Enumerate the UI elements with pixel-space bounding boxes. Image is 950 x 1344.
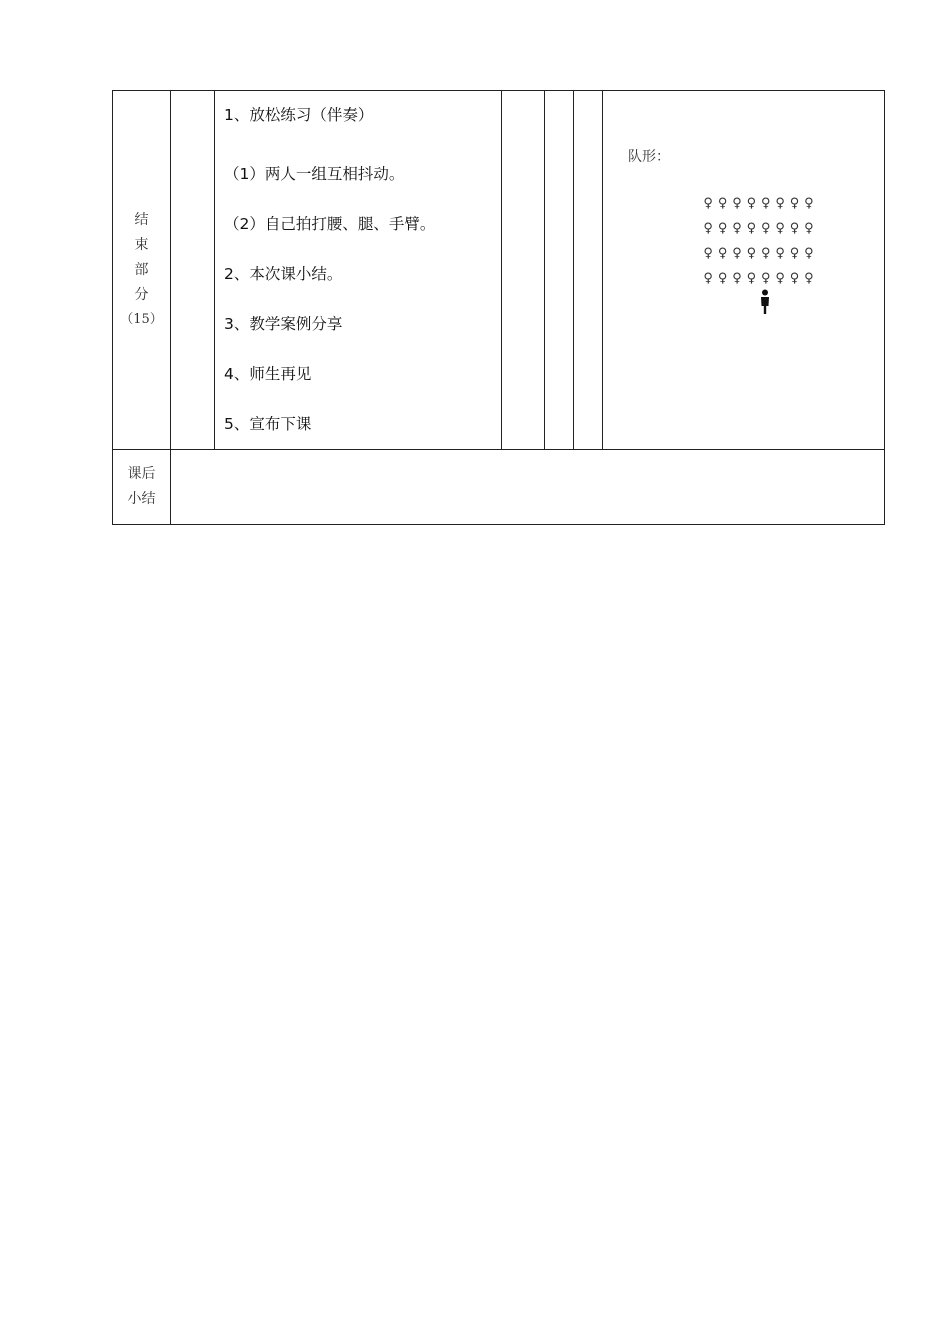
summary-label-line: 小结 [127,491,156,507]
after-class-summary-row [113,450,885,525]
section-label-cell [113,91,171,450]
formation-row [701,222,816,247]
student-icon: ♀ [804,271,814,286]
content-line: 1、放松练习（伴奏） [224,106,374,124]
summary-label-cell [113,450,171,525]
student-icon: ♀ [760,271,771,286]
student-icon: ♀ [717,246,728,261]
formation-row [701,197,816,222]
student-icon: ♀ [717,196,728,211]
student-icon: ♀ [760,246,771,261]
student-icon: ♀ [703,221,713,236]
student-icon: ♀ [732,271,742,286]
teacher-figure-icon [758,289,772,315]
content-line: 2、本次课小结。 [224,265,343,283]
student-icon: ♀ [775,246,785,261]
section-label-char: 部 [134,262,149,278]
formation-row [701,247,816,272]
student-icon: ♀ [746,221,757,236]
student-icon: ♀ [717,221,728,236]
section-label-char: 结 [134,212,149,228]
student-icon: ♀ [732,221,742,236]
formation-diagram [701,197,816,297]
blank-column-cell [574,91,603,450]
student-icon: ♀ [789,196,800,211]
student-icon: ♀ [703,246,713,261]
student-icon: ♀ [717,271,728,286]
blank-column-cell [545,91,574,450]
student-icon: ♀ [760,221,771,236]
student-icon: ♀ [789,271,800,286]
student-icon: ♀ [760,196,771,211]
formation-cell [603,91,885,450]
student-icon: ♀ [804,196,814,211]
student-icon: ♀ [775,196,785,211]
student-icon: ♀ [746,246,757,261]
student-icon: ♀ [789,221,800,236]
content-line: （1）两人一组互相抖动。 [224,165,405,183]
student-icon: ♀ [804,221,814,236]
section-label-char: 分 [134,287,149,303]
content-line: （2）自己拍打腰、腿、手臂。 [224,215,436,233]
closing-section-row [113,91,885,450]
content-cell [215,91,502,450]
content-line: 4、师生再见 [224,365,312,383]
student-icon: ♀ [732,246,742,261]
lesson-plan-table [112,90,885,525]
content-line: 3、教学案例分享 [224,315,343,333]
student-icon: ♀ [775,221,785,236]
section-time: （15） [120,312,163,327]
blank-column-cell [502,91,545,450]
student-icon: ♀ [703,271,713,286]
student-icon: ♀ [703,196,713,211]
summary-content-cell [171,450,885,525]
student-icon: ♀ [804,246,814,261]
student-icon: ♀ [775,271,785,286]
section-label-char: 束 [134,237,149,253]
formation-title: 队形： [628,149,670,165]
student-icon: ♀ [732,196,742,211]
student-icon: ♀ [789,246,800,261]
summary-label-line: 课后 [127,466,156,482]
content-line: 5、宣布下课 [224,415,312,433]
blank-column-cell [171,91,215,450]
student-icon: ♀ [746,271,757,286]
student-icon: ♀ [746,196,757,211]
